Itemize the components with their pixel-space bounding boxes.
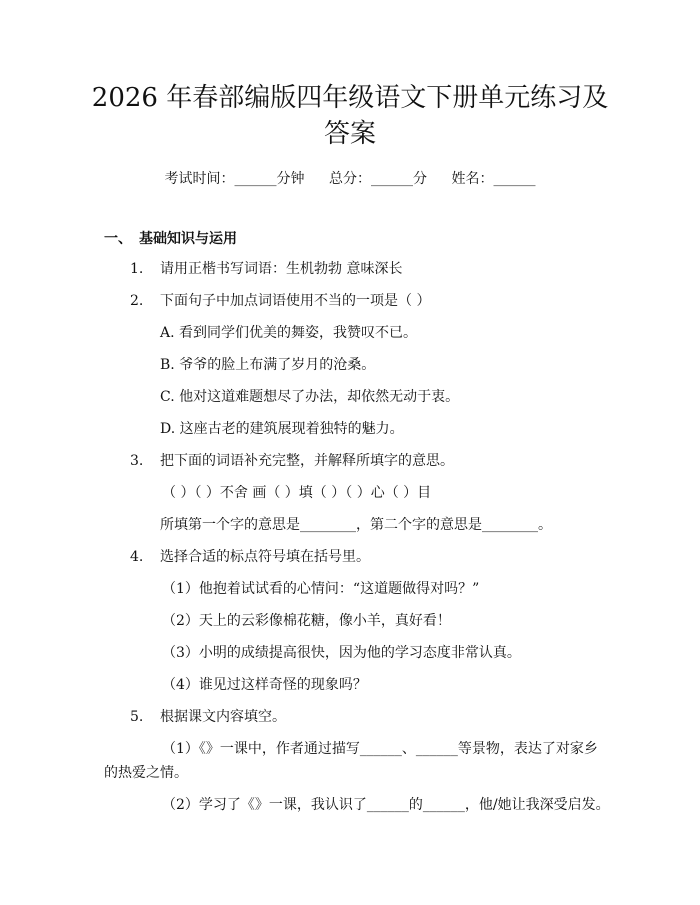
fill-item-1: （1）《》一课中，作者通过描写______、______等景物，表达了对家乡 [162, 741, 598, 757]
exam-time: 考试时间：______分钟 [164, 171, 305, 187]
punctuation-item-2: （2）天上的云彩像棉花糖，像小羊，真好看！ [162, 613, 451, 629]
exam-score: 总分：______分 [329, 171, 427, 187]
option-a: A. 看到同学们优美的舞姿，我赞叹不已。 [160, 325, 418, 341]
question-number: 4. [130, 549, 144, 565]
section-heading: 一、 基础知识与运用 [104, 231, 237, 247]
option-d: D. 这座古老的建筑展现着独特的魅力。 [160, 421, 404, 437]
question-number: 2. [130, 293, 144, 309]
option-c: C. 他对这道难题想尽了办法，却依然无动于衷。 [160, 389, 460, 405]
question-number: 1. [130, 261, 144, 277]
fill-item-1-continued: 的热爱之情。 [104, 765, 188, 781]
question-text: 把下面的词语补充完整，并解释所填字的意思。 [160, 453, 454, 469]
question-text: 根据课文内容填空。 [160, 709, 286, 725]
punctuation-item-4: （4）谁见过这样奇怪的现象吗？ [162, 677, 367, 693]
question-text: 下面句子中加点词语使用不当的一项是（ ） [160, 293, 431, 309]
student-name: 姓名：______ [451, 171, 536, 187]
fill-blanks: （ ）（ ）不舍 画（ ）填（ ）（ ）心（ ）目 [162, 485, 432, 501]
question-number: 3. [130, 453, 144, 469]
title-line-1: 2026 年春部编版四年级语文下册单元练习及 [91, 83, 609, 113]
title-line-2: 答案 [323, 119, 376, 149]
question-number: 5. [130, 709, 144, 725]
exam-info [0, 168, 700, 188]
fill-item-2: （2）学习了《》一课，我认识了______的______，他/她让我深受启发。 [162, 797, 610, 813]
punctuation-item-1: （1）他抱着试试看的心情问：“这道题做得对吗？” [162, 581, 480, 597]
punctuation-item-3: （3）小明的成绩提高很快，因为他的学习态度非常认真。 [162, 645, 521, 661]
page-title [80, 80, 620, 152]
meaning-blanks: 所填第一个字的意思是________，第二个字的意思是________。 [160, 517, 552, 533]
question-text: 选择合适的标点符号填在括号里。 [160, 549, 370, 565]
option-b: B. 爷爷的脸上布满了岁月的沧桑。 [160, 357, 376, 373]
question-text: 请用正楷书写词语：生机勃勃 意味深长 [160, 261, 403, 277]
